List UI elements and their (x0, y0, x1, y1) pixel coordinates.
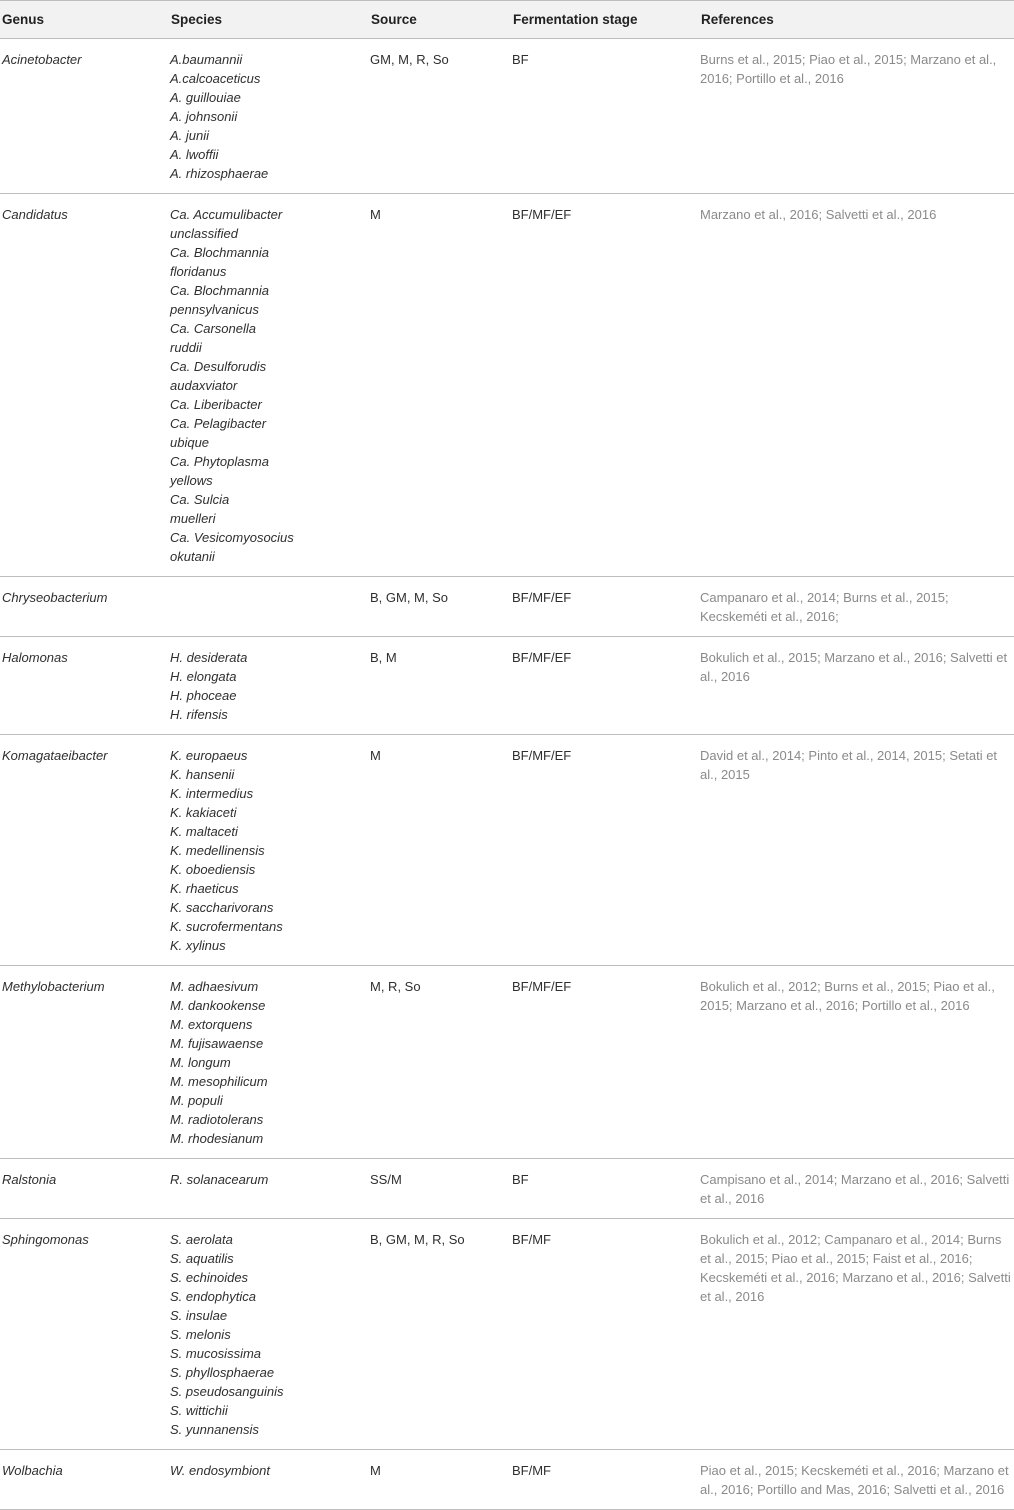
species-name: M. extorquens (170, 1017, 253, 1032)
species-cell (170, 1450, 370, 1510)
references-cell: David et al., 2014; Pinto et al., 2014, 2015; Setati et al., 2015 (700, 748, 998, 782)
species-name: Ca. Pelagibacter (170, 416, 267, 431)
species-name: Ca. Desulforudis (170, 359, 267, 374)
species-name: S. yunnanensis (170, 1422, 259, 1437)
species-name: K. medellinensis (170, 843, 265, 858)
fermentation-stage-cell: BF/MF (512, 1463, 551, 1478)
species-name: K. hansenii (170, 767, 235, 782)
table-row (0, 577, 1014, 637)
species-name: audaxviator (170, 378, 238, 393)
species-cell (170, 577, 370, 637)
fermentation-stage-cell: BF/MF (512, 1232, 551, 1247)
species-cell (170, 966, 370, 1159)
species-name: Ca. Vesicomyosocius (170, 530, 294, 545)
species-name: K. saccharivorans (170, 900, 274, 915)
source-cell: B, M (370, 650, 397, 665)
header-source: Source (371, 12, 417, 27)
genus-cell: Candidatus (2, 207, 68, 222)
species-name: A. lwoffii (170, 147, 219, 162)
table-row (0, 1159, 1014, 1219)
species-name: unclassified (170, 226, 238, 241)
species-name: floridanus (170, 264, 227, 279)
source-cell: GM, M, R, So (370, 52, 449, 67)
species-name: muelleri (170, 511, 216, 526)
species-name: A.calcoaceticus (170, 71, 261, 86)
source-cell: M (370, 1463, 381, 1478)
table-row (0, 39, 1014, 194)
references-cell: Marzano et al., 2016; Salvetti et al., 2016 (700, 207, 937, 222)
species-name: K. sucrofermentans (170, 919, 283, 934)
header-references: References (701, 12, 774, 27)
species-name: S. insulae (170, 1308, 228, 1323)
species-name: Ca. Liberibacter (170, 397, 262, 412)
species-name: S. aerolata (170, 1232, 233, 1247)
header-species: Species (171, 12, 223, 27)
species-name: S. melonis (170, 1327, 231, 1342)
source-cell: M (370, 207, 381, 222)
fermentation-stage-cell: BF/MF/EF (512, 207, 572, 222)
species-cell (170, 39, 370, 194)
genus-cell: Halomonas (2, 650, 68, 665)
species-name: M. radiotolerans (170, 1112, 264, 1127)
species-name: S. endophytica (170, 1289, 257, 1304)
species-name: Ca. Blochmannia (170, 283, 269, 298)
species-name: K. oboediensis (170, 862, 256, 877)
references-cell: Bokulich et al., 2012; Campanaro et al., 2014; Burns et al., 2015; Piao et al., 2015; Faist et al., 2016; Kecskeméti et al., 2016; Marzano et al., 2016; Salvetti et al., 2016 (700, 1232, 1011, 1304)
fermentation-stage-cell: BF (512, 52, 529, 67)
species-name: S. aquatilis (170, 1251, 234, 1266)
species-name: Ca. Sulcia (170, 492, 230, 507)
species-name: A. johnsonii (170, 109, 238, 124)
species-name: K. maltaceti (170, 824, 238, 839)
species-name: M. mesophilicum (170, 1074, 268, 1089)
species-cell (170, 637, 370, 735)
source-cell: B, GM, M, So (370, 590, 449, 605)
references-cell: Campisano et al., 2014; Marzano et al., 2016; Salvetti et al., 2016 (700, 1172, 1010, 1206)
table-row (0, 966, 1014, 1159)
species-name: K. kakiaceti (170, 805, 237, 820)
species-name: Ca. Accumulibacter (170, 207, 283, 222)
species-name: R. solanacearum (170, 1172, 269, 1187)
header-row (0, 1, 1014, 39)
species-name: okutanii (170, 549, 215, 564)
species-cell (170, 1159, 370, 1219)
genus-cell: Sphingomonas (2, 1232, 89, 1247)
species-name: S. phyllosphaerae (170, 1365, 275, 1380)
references-cell: Bokulich et al., 2012; Burns et al., 2015; Piao et al., 2015; Marzano et al., 2016; Portillo et al., 2016 (700, 979, 995, 1013)
genus-cell: Acinetobacter (2, 52, 82, 67)
species-name: K. xylinus (170, 938, 226, 953)
species-name: A. rhizosphaerae (170, 166, 269, 181)
genus-cell: Methylobacterium (2, 979, 105, 994)
references-cell: Burns et al., 2015; Piao et al., 2015; Marzano et al., 2016; Portillo et al., 2016 (700, 52, 997, 86)
species-name: M. longum (170, 1055, 231, 1070)
genus-cell: Chryseobacterium (2, 590, 108, 605)
references-cell: Piao et al., 2015; Kecskeméti et al., 2016; Marzano et al., 2016; Portillo and Mas, 2016; Salvetti et al., 2016 (700, 1463, 1009, 1497)
species-name: ruddii (170, 340, 202, 355)
header-genus: Genus (2, 12, 45, 27)
genus-cell: Komagataeibacter (2, 748, 108, 763)
species-name: W. endosymbiont (170, 1463, 270, 1478)
species-name: yellows (170, 473, 213, 488)
species-name: S. echinoides (170, 1270, 249, 1285)
species-name: H. rifensis (170, 707, 228, 722)
source-cell: M, R, So (370, 979, 421, 994)
species-name: M. populi (170, 1093, 223, 1108)
species-name: H. elongata (170, 669, 237, 684)
table-row (0, 1219, 1014, 1450)
fermentation-stage-cell: BF/MF/EF (512, 979, 572, 994)
species-name: S. pseudosanguinis (170, 1384, 284, 1399)
species-name: pennsylvanicus (170, 302, 259, 317)
species-name: H. phoceae (170, 688, 237, 703)
fermentation-stage-cell: BF/MF/EF (512, 748, 572, 763)
fermentation-stage-cell: BF/MF/EF (512, 650, 572, 665)
species-name: K. rhaeticus (170, 881, 239, 896)
table-row (0, 1450, 1014, 1510)
species-name: A.baumannii (170, 52, 243, 67)
table-header (0, 1, 1014, 39)
fermentation-stage-cell: BF/MF/EF (512, 590, 572, 605)
species-name: K. europaeus (170, 748, 248, 763)
source-cell: SS/M (370, 1172, 402, 1187)
genus-cell: Ralstonia (2, 1172, 57, 1187)
references-cell: Campanaro et al., 2014; Burns et al., 2015; Kecskeméti et al., 2016; (700, 590, 949, 624)
references-cell: Bokulich et al., 2015; Marzano et al., 2016; Salvetti et al., 2016 (700, 650, 1008, 684)
species-name: S. mucosissima (170, 1346, 262, 1361)
genus-cell: Wolbachia (2, 1463, 63, 1478)
species-name: M. rhodesianum (170, 1131, 264, 1146)
species-cell (170, 735, 370, 966)
fermentation-stage-cell: BF (512, 1172, 529, 1187)
species-name: S. wittichii (170, 1403, 228, 1418)
species-name: Ca. Phytoplasma (170, 454, 269, 469)
species-name: M. dankookense (170, 998, 266, 1013)
table-row (0, 637, 1014, 735)
species-name: M. fujisawaense (170, 1036, 264, 1051)
species-cell (170, 194, 370, 577)
source-cell: M (370, 748, 381, 763)
species-name: H. desiderata (170, 650, 248, 665)
header-fermentation-stage: Fermentation stage (513, 12, 638, 27)
table-row (0, 735, 1014, 966)
species-name: Ca. Blochmannia (170, 245, 269, 260)
species-name: ubique (170, 435, 210, 450)
table-row (0, 194, 1014, 577)
table-body (0, 39, 1014, 1510)
species-name: A. guillouiae (170, 90, 241, 105)
species-name: K. intermedius (170, 786, 254, 801)
species-name: M. adhaesivum (170, 979, 259, 994)
species-name: Ca. Carsonella (170, 321, 256, 336)
species-name: A. junii (170, 128, 210, 143)
species-cell (170, 1219, 370, 1450)
source-cell: B, GM, M, R, So (370, 1232, 465, 1247)
